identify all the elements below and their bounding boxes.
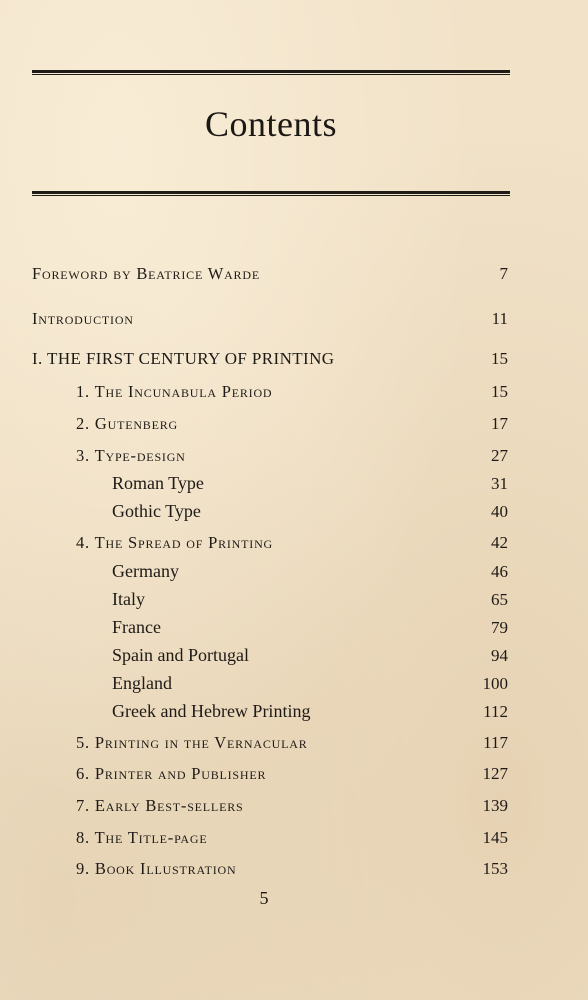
toc-entry-label: France — [112, 617, 161, 637]
toc-entry-page: 112 — [483, 702, 508, 721]
toc-entry-page: 100 — [482, 674, 508, 693]
bottom-double-rule — [32, 191, 510, 196]
toc-entry-label: 3. Type-design — [76, 446, 186, 465]
toc-entry-label: 5. Printing in the Vernacular — [76, 733, 308, 752]
toc-entry-label: 9. Book Illustration — [76, 859, 237, 878]
toc-section-entry — [112, 471, 508, 495]
toc-entry-page: 11 — [491, 309, 508, 328]
toc-entry-page: 42 — [491, 533, 508, 552]
toc-entry-page: 153 — [482, 859, 508, 878]
toc-entry-label: Germany — [112, 561, 179, 581]
toc-entry-page: 31 — [491, 474, 508, 493]
toc-entry-page: 15 — [491, 349, 508, 368]
toc-section-entry — [112, 671, 508, 695]
toc-chapter-entry — [76, 762, 508, 786]
toc-entry-label: 1. The Incunabula Period — [76, 382, 273, 401]
toc-chapter-entry — [76, 826, 508, 850]
toc-chapter-entry — [76, 857, 508, 881]
toc-entry-label: Italy — [112, 589, 145, 609]
page-number: 5 — [259, 888, 269, 908]
toc-entry-page: 65 — [491, 590, 508, 609]
toc-entry-foreword — [32, 262, 508, 286]
toc-entry-page: 145 — [482, 828, 508, 847]
toc-entry-label: 6. Printer and Publisher — [76, 764, 267, 783]
toc-entry-page: 117 — [483, 733, 508, 752]
toc-entry-label: England — [112, 673, 172, 693]
toc-chapter-entry — [76, 731, 508, 755]
toc-entry-introduction — [32, 307, 508, 331]
toc-entry-label: 8. The Title-page — [76, 828, 208, 847]
toc-entry-page: 127 — [482, 764, 508, 783]
toc-entry-label: 7. Early Best-sellers — [76, 796, 244, 815]
toc-section-entry — [112, 587, 508, 611]
toc-entry-label: Roman Type — [112, 473, 204, 493]
toc-entry-label: Introduction — [32, 309, 134, 328]
toc-entry-page: 40 — [491, 502, 508, 521]
toc-entry-page: 46 — [491, 562, 508, 581]
toc-entry-page: 7 — [499, 264, 508, 283]
toc-part-heading — [32, 347, 508, 371]
page-title: Contents — [204, 104, 337, 144]
toc-entry-label: 2. Gutenberg — [76, 414, 179, 433]
toc-entry-label: Gothic Type — [112, 501, 201, 521]
toc-section-entry — [112, 615, 508, 639]
toc-chapter-entry — [76, 794, 508, 818]
toc-chapter-entry — [76, 444, 508, 468]
toc-entry-page: 94 — [491, 646, 508, 665]
toc-entry-page: 15 — [491, 382, 508, 401]
toc-entry-page: 27 — [491, 446, 508, 465]
toc-section-entry — [112, 499, 508, 523]
toc-entry-label: 4. The Spread of Printing — [76, 533, 274, 552]
toc-chapter-entry — [76, 412, 508, 436]
toc-entry-label: I. THE FIRST CENTURY OF PRINTING — [32, 349, 335, 368]
top-double-rule — [32, 70, 510, 75]
toc-entry-page: 79 — [491, 618, 508, 637]
toc-entry-page: 139 — [482, 796, 508, 815]
toc-entry-page: 17 — [491, 414, 508, 433]
toc-section-entry — [112, 643, 508, 667]
toc-section-entry — [112, 699, 508, 723]
toc-entry-label: Foreword by Beatrice Warde — [32, 264, 260, 283]
toc-chapter-entry — [76, 380, 508, 404]
toc-section-entry — [112, 559, 508, 583]
toc-chapter-entry — [76, 531, 508, 555]
toc-entry-label: Spain and Portugal — [112, 645, 249, 665]
toc-entry-label: Greek and Hebrew Printing — [112, 701, 311, 721]
